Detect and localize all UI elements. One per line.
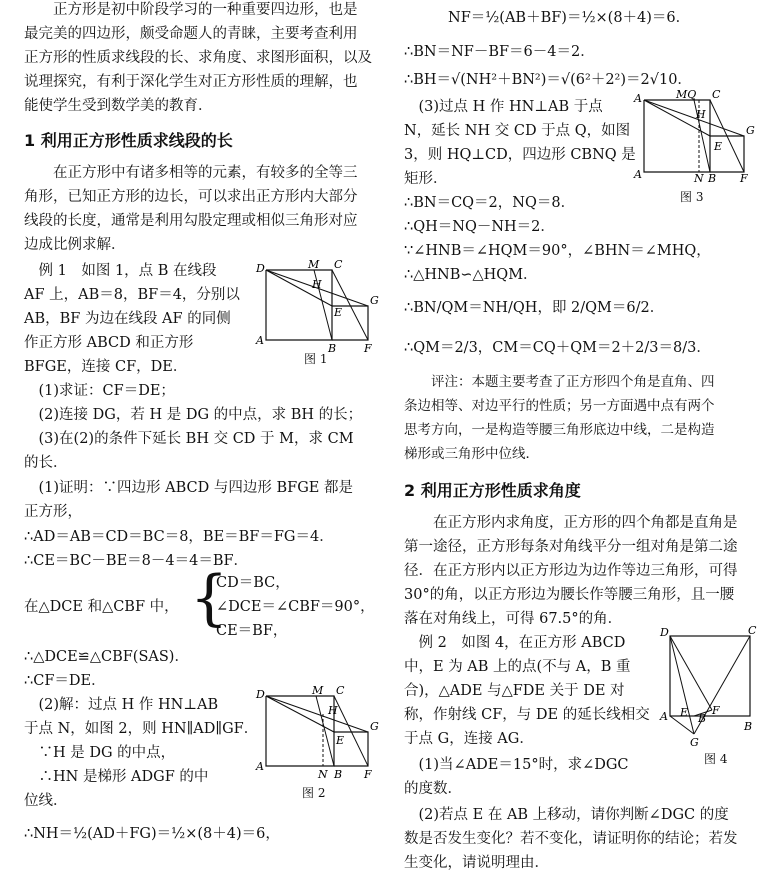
- section1-line: 边成比例求解．: [24, 237, 126, 253]
- solution-line: ∴BN＝CQ＝2，NQ＝8．: [404, 195, 576, 211]
- svg-text:A: A: [634, 168, 642, 181]
- example1-line: (2)连接 DG，若 H 是 DG 的中点，求 BH 的长；: [24, 407, 363, 423]
- figure-3-caption: 图 3: [680, 190, 704, 204]
- intro-line: 能使学生受到数学美的教育．: [24, 98, 213, 114]
- proof-line: ∴CF＝DE．: [24, 673, 106, 689]
- svg-text:G: G: [746, 124, 755, 137]
- intro-line: 正方形是初中阶段学习的一种重要四边形，也是: [24, 2, 358, 18]
- intro-line: 最完美的四边形，颇受命题人的青睐，主要考查利用: [24, 26, 358, 42]
- intro-line: 正方形的性质求线段的长、求角度、求图形面积，以及: [24, 50, 372, 66]
- example2-line: 中，E 为 AB 上的点(不与 A，B 重: [404, 659, 631, 675]
- figure-1: [254, 258, 379, 355]
- svg-text:F: F: [364, 768, 372, 781]
- svg-text:F: F: [740, 172, 748, 185]
- example1-line: AB，BF 为边在线段 AF 的同侧: [24, 311, 231, 327]
- figure-3: [632, 88, 758, 185]
- solution-line: 矩形．: [404, 171, 448, 187]
- example1-line: 作正方形 ABCD 和正方形: [24, 335, 194, 351]
- system-line: CE＝BF，: [216, 623, 288, 639]
- figure-2-caption: 图 2: [302, 786, 326, 800]
- solution-line: NF＝½(AB＋BF)＝½×(8＋4)＝6．: [448, 10, 691, 26]
- section1-line: 角形，已知正方形的边长，可以求出正方形内大部分: [24, 189, 358, 205]
- brace-symbol: {: [190, 563, 229, 633]
- svg-text:D: D: [256, 262, 265, 275]
- proof-line: 于点 N，如图 2，则 HN∥AD∥GF．: [24, 721, 259, 737]
- example1-line: (1)证明：∵四边形 ABCD 与四边形 BFGE 都是: [24, 480, 353, 496]
- example2-line: 例 2 如图 4，在正方形 ABCD: [404, 635, 626, 651]
- svg-text:F: F: [712, 704, 720, 717]
- svg-text:G: G: [370, 720, 379, 733]
- section1-line: 在正方形中有诸多相等的元素，有较多的全等三: [24, 165, 358, 181]
- svg-text:H: H: [312, 278, 322, 291]
- svg-text:A: A: [256, 334, 264, 347]
- example1-line: (3)在(2)的条件下延长 BH 交 CD 于 M，求 CM: [24, 431, 354, 447]
- example2-line: 生变化，请说明理由．: [404, 855, 549, 871]
- svg-text:A: A: [634, 92, 642, 105]
- solution-line: (3)过点 H 作 HN⊥AB 于点: [404, 99, 603, 115]
- svg-text:H: H: [696, 108, 706, 121]
- svg-text:D: D: [256, 688, 265, 701]
- svg-text:B: B: [328, 342, 337, 355]
- example1-line: 的长．: [24, 455, 68, 471]
- svg-text:B: B: [708, 172, 717, 185]
- svg-text:A: A: [660, 710, 668, 723]
- svg-text:C: C: [748, 624, 757, 637]
- example2-line: 合)，△ADE 与△FDE 关于 DE 对: [404, 683, 625, 699]
- example1-line: 例 1 如图 1，点 B 在线段: [24, 263, 217, 279]
- svg-text:E: E: [680, 706, 689, 719]
- svg-text:E: E: [714, 140, 723, 153]
- section2-line: 30°的角，以正方形边为腰长作等腰三角形，且一腰: [404, 587, 735, 603]
- section1-title: 1 利用正方形性质求线段的长: [24, 131, 233, 150]
- example2-line: 于点 G，连接 AG．: [404, 731, 534, 747]
- svg-text:E: E: [334, 306, 343, 319]
- svg-text:N: N: [318, 768, 328, 781]
- section2-title: 2 利用正方形性质求角度: [404, 481, 581, 500]
- svg-text:B: B: [334, 768, 343, 781]
- svg-text:F: F: [364, 342, 372, 355]
- proof-line: ∴NH＝½(AD＋FG)＝½×(8＋4)＝6，: [24, 826, 280, 842]
- comment-line: 思考方向，一是构造等腰三角形底边中线，二是构造: [404, 422, 715, 438]
- solution-line: ∴BN＝NF－BF＝6－4＝2．: [404, 44, 595, 60]
- example2-line: 数是否发生变化？若不变化，请证明你的结论；若发: [404, 831, 738, 847]
- example1-line: ∴AD＝AB＝CD＝BC＝8，BE＝BF＝FG＝4．: [24, 529, 334, 545]
- proof-line: ∴HN 是梯形 ADGF 的中: [24, 769, 209, 785]
- svg-text:M: M: [312, 684, 324, 697]
- proof-line: ∴△DCE≌△CBF(SAS)．: [24, 649, 189, 665]
- intro-line: 说理探究，有利于深化学生对正方形性质的理解，也: [24, 74, 358, 90]
- example1-line: (1)求证：CF＝DE；: [24, 383, 175, 399]
- solution-line: ∵∠HNB＝∠HQM＝90°，∠BHN＝∠MHQ，: [404, 243, 711, 259]
- example1-line: AF 上，AB＝8，BF＝4，分别以: [24, 287, 240, 303]
- example1-line: ∴CE＝BC－BE＝8－4＝4＝BF．: [24, 553, 249, 569]
- example2-line: 称，作射线 CF，与 DE 的延长线相交: [404, 707, 650, 723]
- comment-line: 梯形或三角形中位线．: [404, 446, 539, 462]
- svg-text:MQ: MQ: [676, 88, 697, 101]
- example1-line: 正方形，: [24, 504, 82, 520]
- solution-line: ∴QM＝2/3，CM＝CQ＋QM＝2＋2/3＝8/3．: [404, 340, 711, 356]
- solution-line: ∴△HNB∽△HQM．: [404, 267, 538, 283]
- section2-line: 落在对角线上，可得 67.5°的角．: [404, 611, 623, 627]
- figure-4: [660, 624, 757, 750]
- svg-text:G: G: [370, 294, 379, 307]
- figure-1-caption: 图 1: [304, 352, 328, 366]
- figure-4-caption: 图 4: [704, 752, 728, 766]
- svg-text:N: N: [694, 172, 704, 185]
- svg-text:D: D: [660, 626, 669, 639]
- example2-line: 的度数．: [404, 781, 462, 797]
- svg-text:A: A: [256, 760, 264, 773]
- svg-text:G: G: [690, 736, 699, 749]
- system-line: ∠DCE＝∠CBF＝90°，: [216, 599, 375, 615]
- svg-text:B: B: [744, 720, 753, 733]
- comment-line: 评注：本题主要考查了正方形四个角是直角、四: [404, 374, 715, 390]
- svg-text:C: C: [336, 684, 345, 697]
- solution-line: ∴QH＝NQ－NH＝2．: [404, 219, 555, 235]
- svg-text:C: C: [334, 258, 343, 271]
- svg-text:H: H: [328, 704, 338, 717]
- example2-line: (2)若点 E 在 AB 上移动，请你判断∠DGC 的度: [404, 807, 729, 823]
- solution-line: 3，则 HQ⊥CD，四边形 CBNQ 是: [404, 147, 636, 163]
- comment-line: 条边相等、对边平行的性质；另一方面遇中点有两个: [404, 398, 715, 414]
- figure-2: [254, 684, 379, 781]
- proof-line: ∵H 是 DG 的中点，: [24, 745, 176, 761]
- svg-text:M: M: [308, 258, 320, 271]
- solution-line: N，延长 NH 交 CD 于点 Q，如图: [404, 123, 631, 139]
- svg-text:C: C: [712, 88, 721, 101]
- example2-line: (1)当∠ADE＝15°时，求∠DGC: [404, 757, 629, 773]
- proof-line: 位线．: [24, 793, 68, 809]
- system-line: CD＝BC，: [216, 575, 290, 591]
- example1-line: BFGE，连接 CF，DE．: [24, 359, 188, 375]
- section2-line: 第一途径，正方形每条对角线平分一组对角是第二途: [404, 539, 738, 555]
- section1-line: 线段的长度，通常是利用勾股定理或相似三角形对应: [24, 213, 358, 229]
- section2-line: 径．在正方形内以正方形边为边作等边三角形，可得: [404, 563, 738, 579]
- proof-line: (2)解：过点 H 作 HN⊥AB: [24, 697, 219, 713]
- section2-line: 在正方形内求角度，正方形的四个角都是直角是: [404, 515, 738, 531]
- solution-line: ∴BH＝√(NH²＋BN²)＝√(6²＋2²)＝2√10．: [404, 72, 692, 88]
- solution-line: ∴BN/QM＝NH/QH，即 2/QM＝6/2．: [404, 300, 665, 316]
- system-prefix: 在△DCE 和△CBF 中，: [24, 599, 179, 615]
- svg-text:E: E: [336, 734, 345, 747]
- svg-text:B: B: [698, 712, 707, 725]
